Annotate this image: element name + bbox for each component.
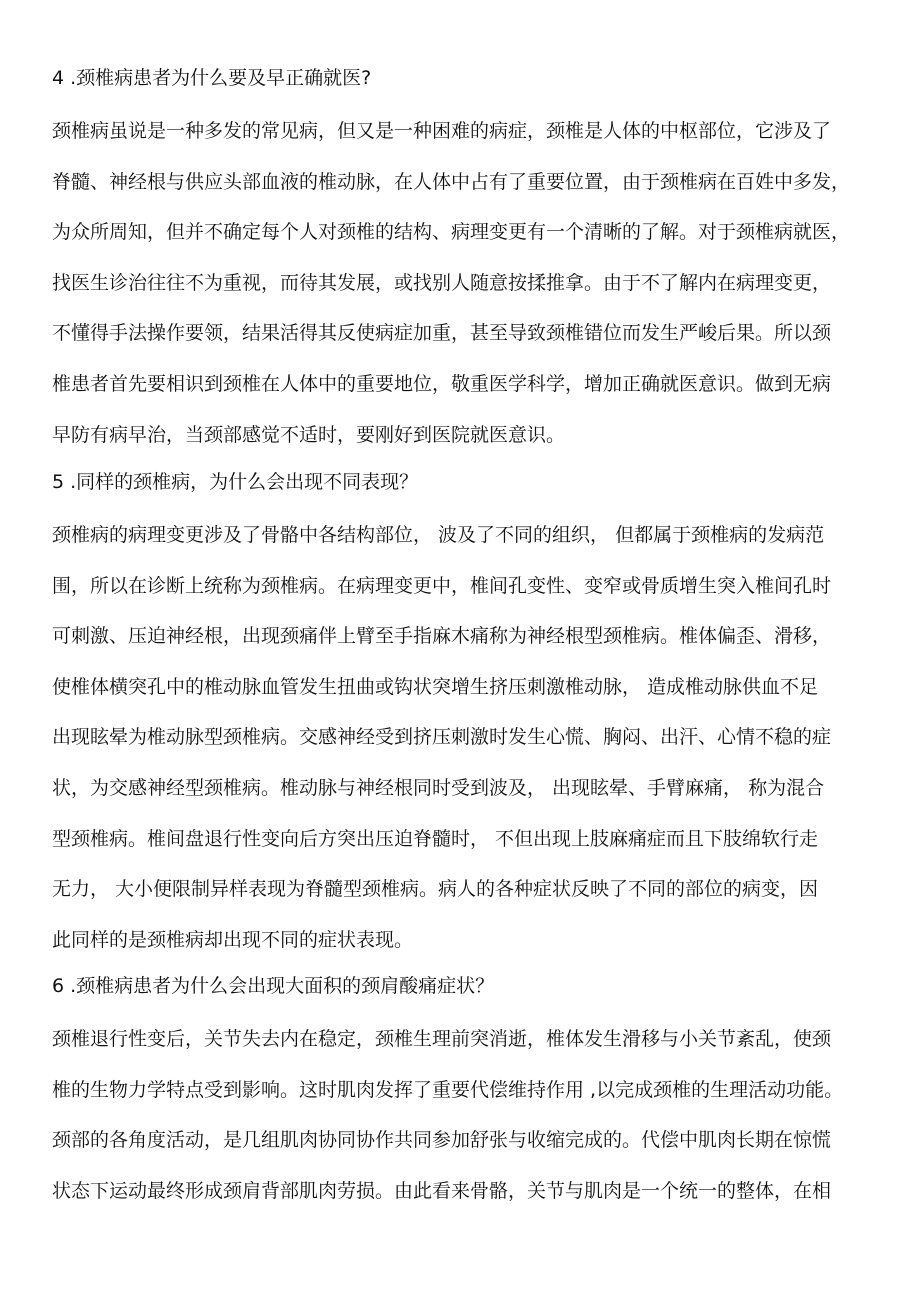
body-line: 使椎体横突孔中的椎动脉血管发生扭曲或钩状突增生挤压刺激椎动脉， 造成椎动脉供血不足 [52, 675, 819, 698]
body-line: 此同样的是颈椎病却出现不同的症状表现。 [52, 928, 414, 951]
body-line: 状态下运动最终形成颈肩背部肌肉劳损。由此看来骨骼，关节与肌肉是一个统一的整体，在相 [52, 1179, 832, 1202]
body-line: 型颈椎病。椎间盘退行性变向后方突出压迫脊髓时， 不但出现上肢麻痛症而且下肢绵软行走 [52, 827, 819, 850]
body-line: 出现眩晕为椎动脉型颈椎病。交感神经受到挤压刺激时发生心慌、胸闷、出汗、心情不稳的症 [52, 726, 832, 749]
body-line: 无力， 大小便限制异样表现为脊髓型颈椎病。病人的各种症状反映了不同的部位的病变，因 [52, 878, 819, 901]
body-line: 颈椎退行性变后，关节失去内在稳定，颈椎生理前突消逝，椎体发生滑移与小关节紊乱，使颈 [52, 1028, 832, 1050]
section-heading: 5 .同样的颈椎病，为什么会出现不同表现？ [52, 471, 419, 493]
body-line: 为众所周知，但并不确定每个人对颈椎的结构、病理变更有一个清晰的了解。对于颈椎病就医， [52, 221, 851, 244]
section-body [52, 510, 872, 965]
section-heading: 6 .颈椎病患者为什么会出现大面积的颈肩酸痛症状？ [52, 975, 495, 997]
body-line: 找医生诊治往往不为重视，而待其发展，或找别人随意按揉推拿。由于不了解内在病理变更， [52, 271, 832, 294]
section-6 [52, 966, 872, 1216]
body-line: 颈部的各角度活动，是几组肌肉协同协作共同参加舒张与收缩完成的。代偿中肌肉长期在惊慌 [52, 1129, 832, 1152]
body-line: 脊髓、神经根与供应头部血液的椎动脉，在人体中占有了重要位置，由于颈椎病在百姓中多发， [52, 170, 851, 193]
body-line: 可刺激、压迫神经根，出现颈痛伴上臂至手指麻木痛称为神经根型颈椎病。椎体偏歪、滑移， [52, 625, 832, 648]
body-line: 颈椎病虽说是一种多发的常见病，但又是一种困难的病症，颈椎是人体的中枢部位，它涉及了 [52, 120, 832, 142]
body-line: 早防有病早治，当颈部感觉不适时，要刚好到医院就医意识。 [52, 423, 566, 446]
section-body [52, 106, 872, 460]
body-line: 颈椎病的病理变更涉及了骨骼中各结构部位， 波及了不同的组织， 但都属于颈椎病的发病范 [52, 524, 825, 546]
body-line: 状，为交感神经型颈椎病。椎动脉与神经根同时受到波及， 出现眩晕、手臂麻痛， 称为混合 [52, 776, 825, 799]
section-5 [52, 462, 872, 965]
section-4 [52, 58, 872, 460]
body-line: 围，所以在诊断上统称为颈椎病。在病理变更中，椎间孔变性、变窄或骨质增生突入椎间孔时 [52, 574, 832, 597]
body-line: 不懂得手法操作要领，结果活得其反使病症加重，甚至导致颈椎错位而发生严峻后果。所以颈 [52, 322, 832, 345]
section-heading: 4 .颈椎病患者为什么要及早正确就医? [52, 67, 372, 89]
section-body [52, 1014, 872, 1216]
body-line: 椎患者首先要相识到颈椎在人体中的重要地位，敬重医学科学，增加正确就医意识。做到无病 [52, 372, 832, 395]
body-line: 椎的生物力学特点受到影响。这时肌肉发挥了重要代偿维持作用 ,以完成颈椎的生理活动功能。 [52, 1078, 844, 1101]
